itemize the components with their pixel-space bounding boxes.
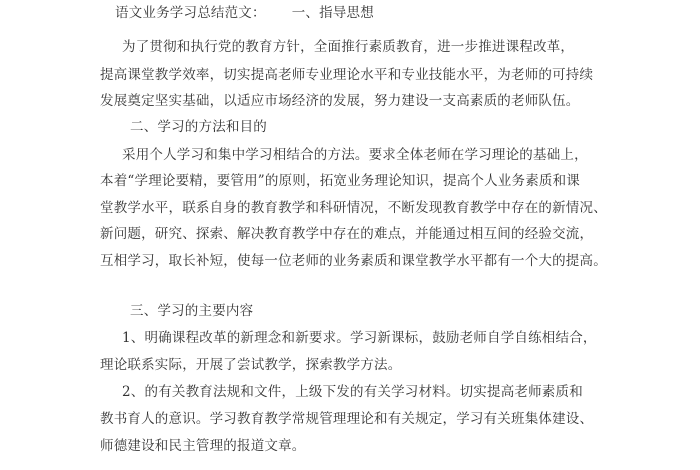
paragraph-line: 教书育人的意识。学习教育教学常规管理理论和有关规定，学习有关班集体建设、 <box>100 411 594 427</box>
paragraph-line: 互相学习，取长补短，使每一位老师的业务素质和课堂教学水平都有一个大的提高。 <box>100 253 607 269</box>
paragraph-line: 发展奠定坚实基础，以适应市场经济的发展，努力建设一支高素质的老师队伍。 <box>100 93 580 109</box>
paragraph-line: 1、明确课程改革的新理念和新要求。学习新课标，鼓励老师自学自练相结合， <box>122 330 597 346</box>
paragraph-line: 本着“学理论要精，要管用”的原则，拓宽业务理论知识，提高个人业务素质和课 <box>100 173 581 189</box>
section-heading-2: 二、学习的方法和目的 <box>130 119 267 135</box>
title-row <box>115 4 374 22</box>
paragraph-line: 理论联系实际，开展了尝试教学，探索教学方法。 <box>100 357 402 373</box>
section-heading-3: 三、学习的主要内容 <box>130 303 254 319</box>
section-heading-1: 一、指导思想 <box>291 5 374 21</box>
paragraph-line: 为了贯彻和执行党的教育方针，全面推行素质教育，进一步推进课程改革， <box>122 39 575 55</box>
document-title: 语文业务学习总结范文： <box>115 5 266 21</box>
paragraph-line: 提高课堂教学效率，切实提高老师专业理论水平和专业技能水平，为老师的可持续 <box>100 67 594 83</box>
paragraph-line: 师德建设和民主管理的报道文章。 <box>100 438 306 454</box>
paragraph-line: 采用个人学习和集中学习相结合的方法。要求全体老师在学习理论的基础上， <box>122 147 588 163</box>
paragraph-line: 新问题，研究、探索、解决教育教学中存在的难点，并能通过相互间的经验交流， <box>100 226 594 242</box>
paragraph-line: 2、的有关教育法规和文件，上级下发的有关学习材料。切实提高老师素质和 <box>122 384 583 400</box>
paragraph-line: 堂教学水平，联系自身的教育教学和科研情况，不断发现教育教学中存在的新情况、 <box>100 200 607 216</box>
